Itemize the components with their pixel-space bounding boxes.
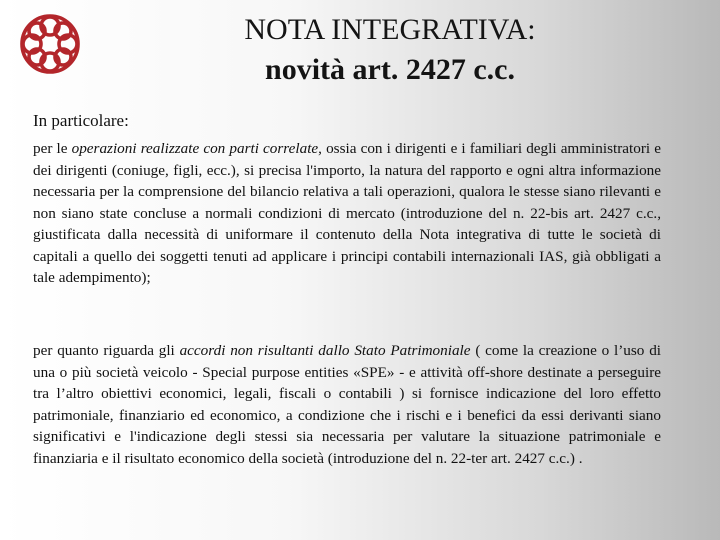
p2-italic-term: accordi non risultanti dallo Stato Patrimoniale <box>179 342 471 359</box>
p1-text-start: per le <box>33 140 72 157</box>
ordine-logo-icon <box>14 8 86 80</box>
page-title <box>100 10 680 90</box>
title-line-1: NOTA INTEGRATIVA: <box>244 13 536 46</box>
p2-text-start: per quanto riguarda gli <box>33 342 180 359</box>
paragraph-parti-correlate <box>33 138 661 289</box>
p1-text-end: , ossia con i dirigenti e i familiari degli amministratori e dei dirigenti (coniuge, figli, ecc.), si precisa l'importo, la natura del rapporto e ogni altra informazione necessaria per la comprensione del bilancio relativa a tali operazioni, qualora le stesse siano rilevanti e non siano state concluse a normali condizioni di mercato (introduzione del n. 22-bis art. 2427 c.c., giustificata dalla necessità di uniformare il contenuto della Nota integrativa di tutte le società di capitali a quello dei soggetti tenuti ad applicare i principi contabili internazionali IAS, già obbligati a tale adempimento); <box>33 140 661 286</box>
p2-text-end: ( come la creazione o l’uso di una o più società veicolo - Special purpose entities «SPE» - e attività off-shore destinate a perseguire tra l’altro obiettivi economici, legali, fiscali o contabili ) si fornisce indicazione del loro effetto patrimoniale, finanziario ed economico, a condizione che i rischi e i benefici da essi derivanti siano significativi e l'indicazione degli stessi sia necessaria per valutare la situazione patrimoniale e finanziaria e il risultato economico della società (introduzione del n. 22-ter art. 2427 c.c.) . <box>33 342 662 467</box>
p1-italic-term: operazioni realizzate con parti correlate <box>71 140 319 157</box>
intro-heading: In particolare: <box>33 111 129 130</box>
title-line-2: novità art. 2427 c.c. <box>265 53 515 86</box>
paragraph-accordi-fuori-bilancio <box>33 340 661 469</box>
logo-knot-icon <box>14 8 86 80</box>
